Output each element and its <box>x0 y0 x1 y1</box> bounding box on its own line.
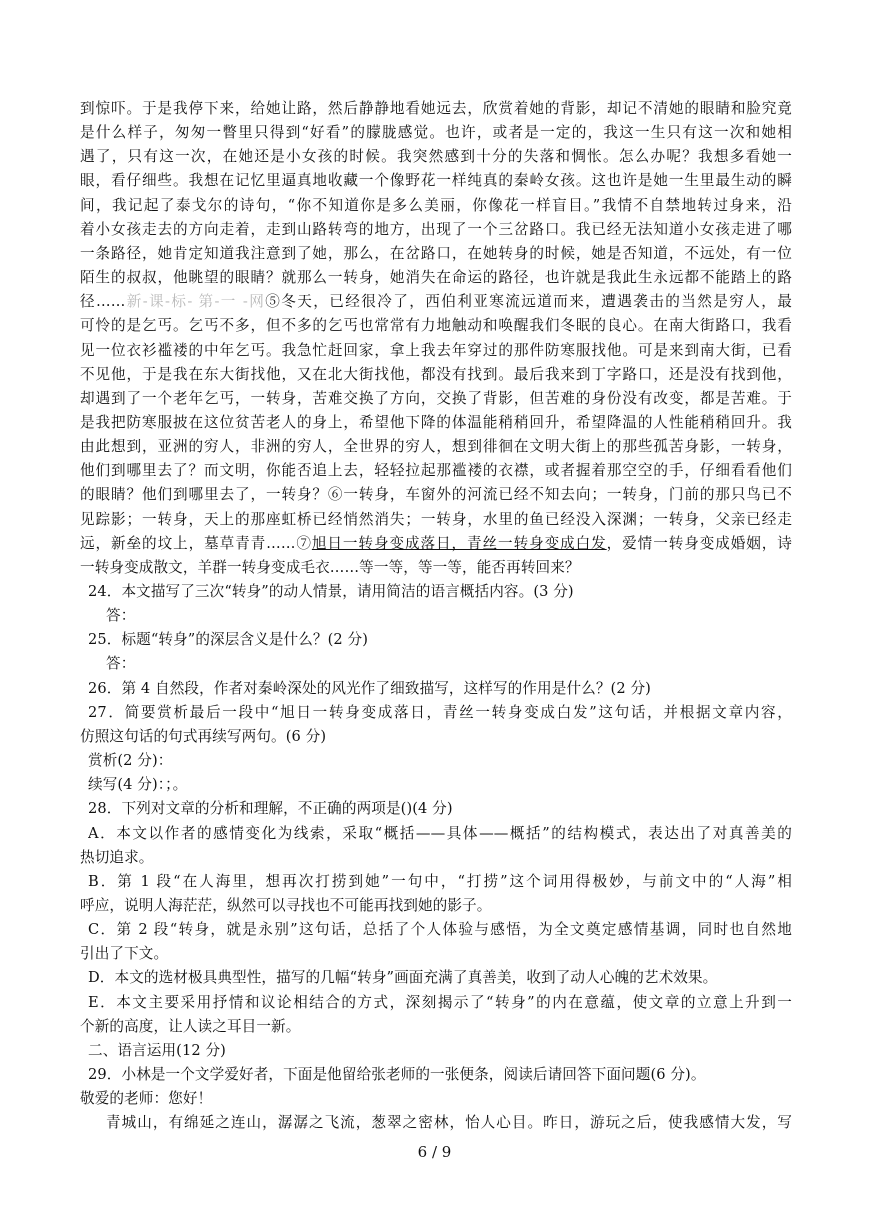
paragraph-line: 却遇到了一个老年乞丐，一转身，苦难交换了方向，交换了背影，但苦难的身份没有改变，都是苦难。于 <box>80 389 792 407</box>
question-28: 28．下列对文章的分析和理解，不正确的两项是()(4 分) <box>88 800 453 818</box>
question-27: 27．简要赏析最后一段中“旭日一转身变成落日，青丝一转身变成白发”这句话，并根据文章内容， <box>88 703 792 721</box>
paragraph-line: 一条路径，她肯定知道我注意到了她，那么，在岔路口，在她转身的时候，她是否知道，不远处，有一位 <box>80 244 792 262</box>
paragraph-line: 是我把防寒服披在这位贫苦老人的身上，希望他下降的体温能稍稍回升，希望降温的人性能稍稍回升。我 <box>80 413 792 431</box>
paragraph-line: 眼，看仔细些。我想在记忆里逼真地收藏一个像野花一样纯真的秦岭女孩。这也许是她一生里最生动的瞬 <box>80 172 792 190</box>
paragraph-line: 见一位衣衫褴褛的中年乞丐。我急忙赶回家，拿上我去年穿过的那件防寒服找他。可是来到南大街，已看 <box>80 341 792 359</box>
page-number: 6 / 9 <box>417 1143 452 1161</box>
question-27-cont: 仿照这句话的句式再续写两句。(6 分) <box>80 727 327 745</box>
paragraph-line: 到惊吓。于是我停下来，给她让路，然后静静地看她远去，欣赏着她的背影，却记不清她的眼睛和脸究竟 <box>80 100 792 117</box>
underlined-sentence: 旭日一转身变成落日，青丝一转身变成白发 <box>311 534 607 552</box>
paragraph-line: 遇了，只有这一次，在她还是小女孩的时候。我突然感到十分的失落和惆怅。怎么办呢？我想多看她一 <box>80 148 792 166</box>
question-24: 24．本文描写了三次“转身”的动人情景，请用简洁的语言概括内容。(3 分) <box>88 583 574 600</box>
line-text: ⑤冬天，已经很冷了，西伯利亚寒流远道而来，遭遇袭击的当然是穷人，最 <box>265 293 792 311</box>
paragraph-line <box>80 532 792 556</box>
question-26: 26．第 4 自然段，作者对秦岭深处的风光作了细致描写，这样写的作用是什么？(2 分) <box>88 679 651 697</box>
line-text: ，爱情一转身变成婚姻，诗 <box>606 534 792 552</box>
paragraph-line: 由此想到，亚洲的穷人，非洲的穷人，全世界的穷人，想到徘徊在文明大街上的那些孤苦身影，一转身， <box>80 438 792 456</box>
option-b: B．第 1 段“在人海里，想再次打捞到她”一句中，“打捞”这个词用得极妙，与前文中的“人海”相 <box>88 872 792 890</box>
option-d: D．本文的选材极具典型性，描写的几幅“转身”画面充满了真善美，收到了动人心魄的艺术效果。 <box>88 969 718 987</box>
option-c: C．第 2 段“转身，就是永别”这句话，总括了个人体验与感悟，为全文奠定感情基调，同时也自然地 <box>88 921 792 939</box>
paragraph-line: 一转身变成散文，羊群一转身变成毛衣……等一等，等一等，能否再转回来？ <box>80 558 580 576</box>
line-text: 远，新垒的坟上，墓草青青……⑦ <box>80 534 312 552</box>
question-29: 29．小林是一个文学爱好者，下面是他留给张老师的一张便条，阅读后请回答下面问题(6 分)。 <box>88 1066 706 1083</box>
paragraph-line: 是什么样子，匆匆一瞥里只得到“好看”的朦胧感觉。也许，或者是一定的，我这一生只有这一次和她相 <box>80 124 792 142</box>
section-heading: 二、语言运用(12 分) <box>88 1041 226 1059</box>
option-e-cont: 个新的高度，让人读之耳目一新。 <box>80 1017 301 1035</box>
letter-greeting: 敬爱的老师：您好！ <box>80 1090 213 1108</box>
question-25: 25．标题“转身”的深层含义是什么？(2 分) <box>88 631 369 649</box>
paragraph-line: 不见他，于是我在东大街找他，又在北大街找他，都没有找到。最后我来到丁字路口，还是没有找到他， <box>80 365 792 383</box>
line-text: 径…… <box>80 293 126 311</box>
paragraph-line: 着小女孩走去的方向走着，走到山路转弯的地方，出现了一个三岔路口。我已经无法知道小女孩走进了哪 <box>80 220 792 238</box>
letter-line: 青城山，有绵延之连山，潺潺之飞流，葱翠之密林，怡人心目。昨日，游玩之后，使我感情大发，写 <box>106 1114 792 1132</box>
paragraph-line: 他们到哪里去了？而文明，你能否追上去，轻轻拉起那褴褛的衣襟，或者握着那空空的手，仔细看看他们 <box>80 462 792 480</box>
paragraph-line: 陌生的叔叔，他眺望的眼睛？就那么一转身，她消失在命运的路径，也许就是我此生永远都不能踏上的路 <box>80 269 792 286</box>
option-e: E．本文主要采用抒情和议论相结合的方式，深刻揭示了“转身”的内在意蕴，使文章的立意上升到一 <box>88 993 792 1011</box>
watermark-text: 新-课-标- 第-一 -网 <box>125 293 266 311</box>
answer-label: 答： <box>106 607 136 625</box>
option-a-cont: 热切追求。 <box>80 848 154 866</box>
option-b-cont: 呼应，说明人海茫茫，纵然可以寻找也不可能再找到她的影子。 <box>80 896 492 914</box>
paragraph-line <box>80 290 792 314</box>
continuation-label: 续写(4 分)：；。 <box>88 776 188 794</box>
paragraph-line: 见踪影；一转身，天上的那座虹桥已经悄然消失；一转身，水里的鱼已经没入深渊；一转身，父亲已经走 <box>80 510 792 528</box>
paragraph-line: 的眼睛？他们到哪里去了，一转身？⑥一转身，车窗外的河流已经不知去向；一转身，门前的那只鸟已不 <box>80 486 792 504</box>
appreciation-label: 赏析(2 分)： <box>88 752 173 769</box>
paragraph-line: 间，我记起了泰戈尔的诗句，“你不知道你是多么美丽，你像花一样盲目。”我情不自禁地转过身来，沿 <box>80 196 792 214</box>
option-c-cont: 引出了下文。 <box>80 945 169 963</box>
paragraph-line: 可怜的是乞丐。乞丐不多，但不多的乞丐也常常有力地触动和唤醒我们冬眠的良心。在南大街路口，我看 <box>80 317 792 335</box>
answer-label: 答： <box>106 655 136 673</box>
option-a: A．本文以作者的感情变化为线索，采取“概括——具体——概括”的结构模式，表达出了对真善美的 <box>88 824 792 842</box>
